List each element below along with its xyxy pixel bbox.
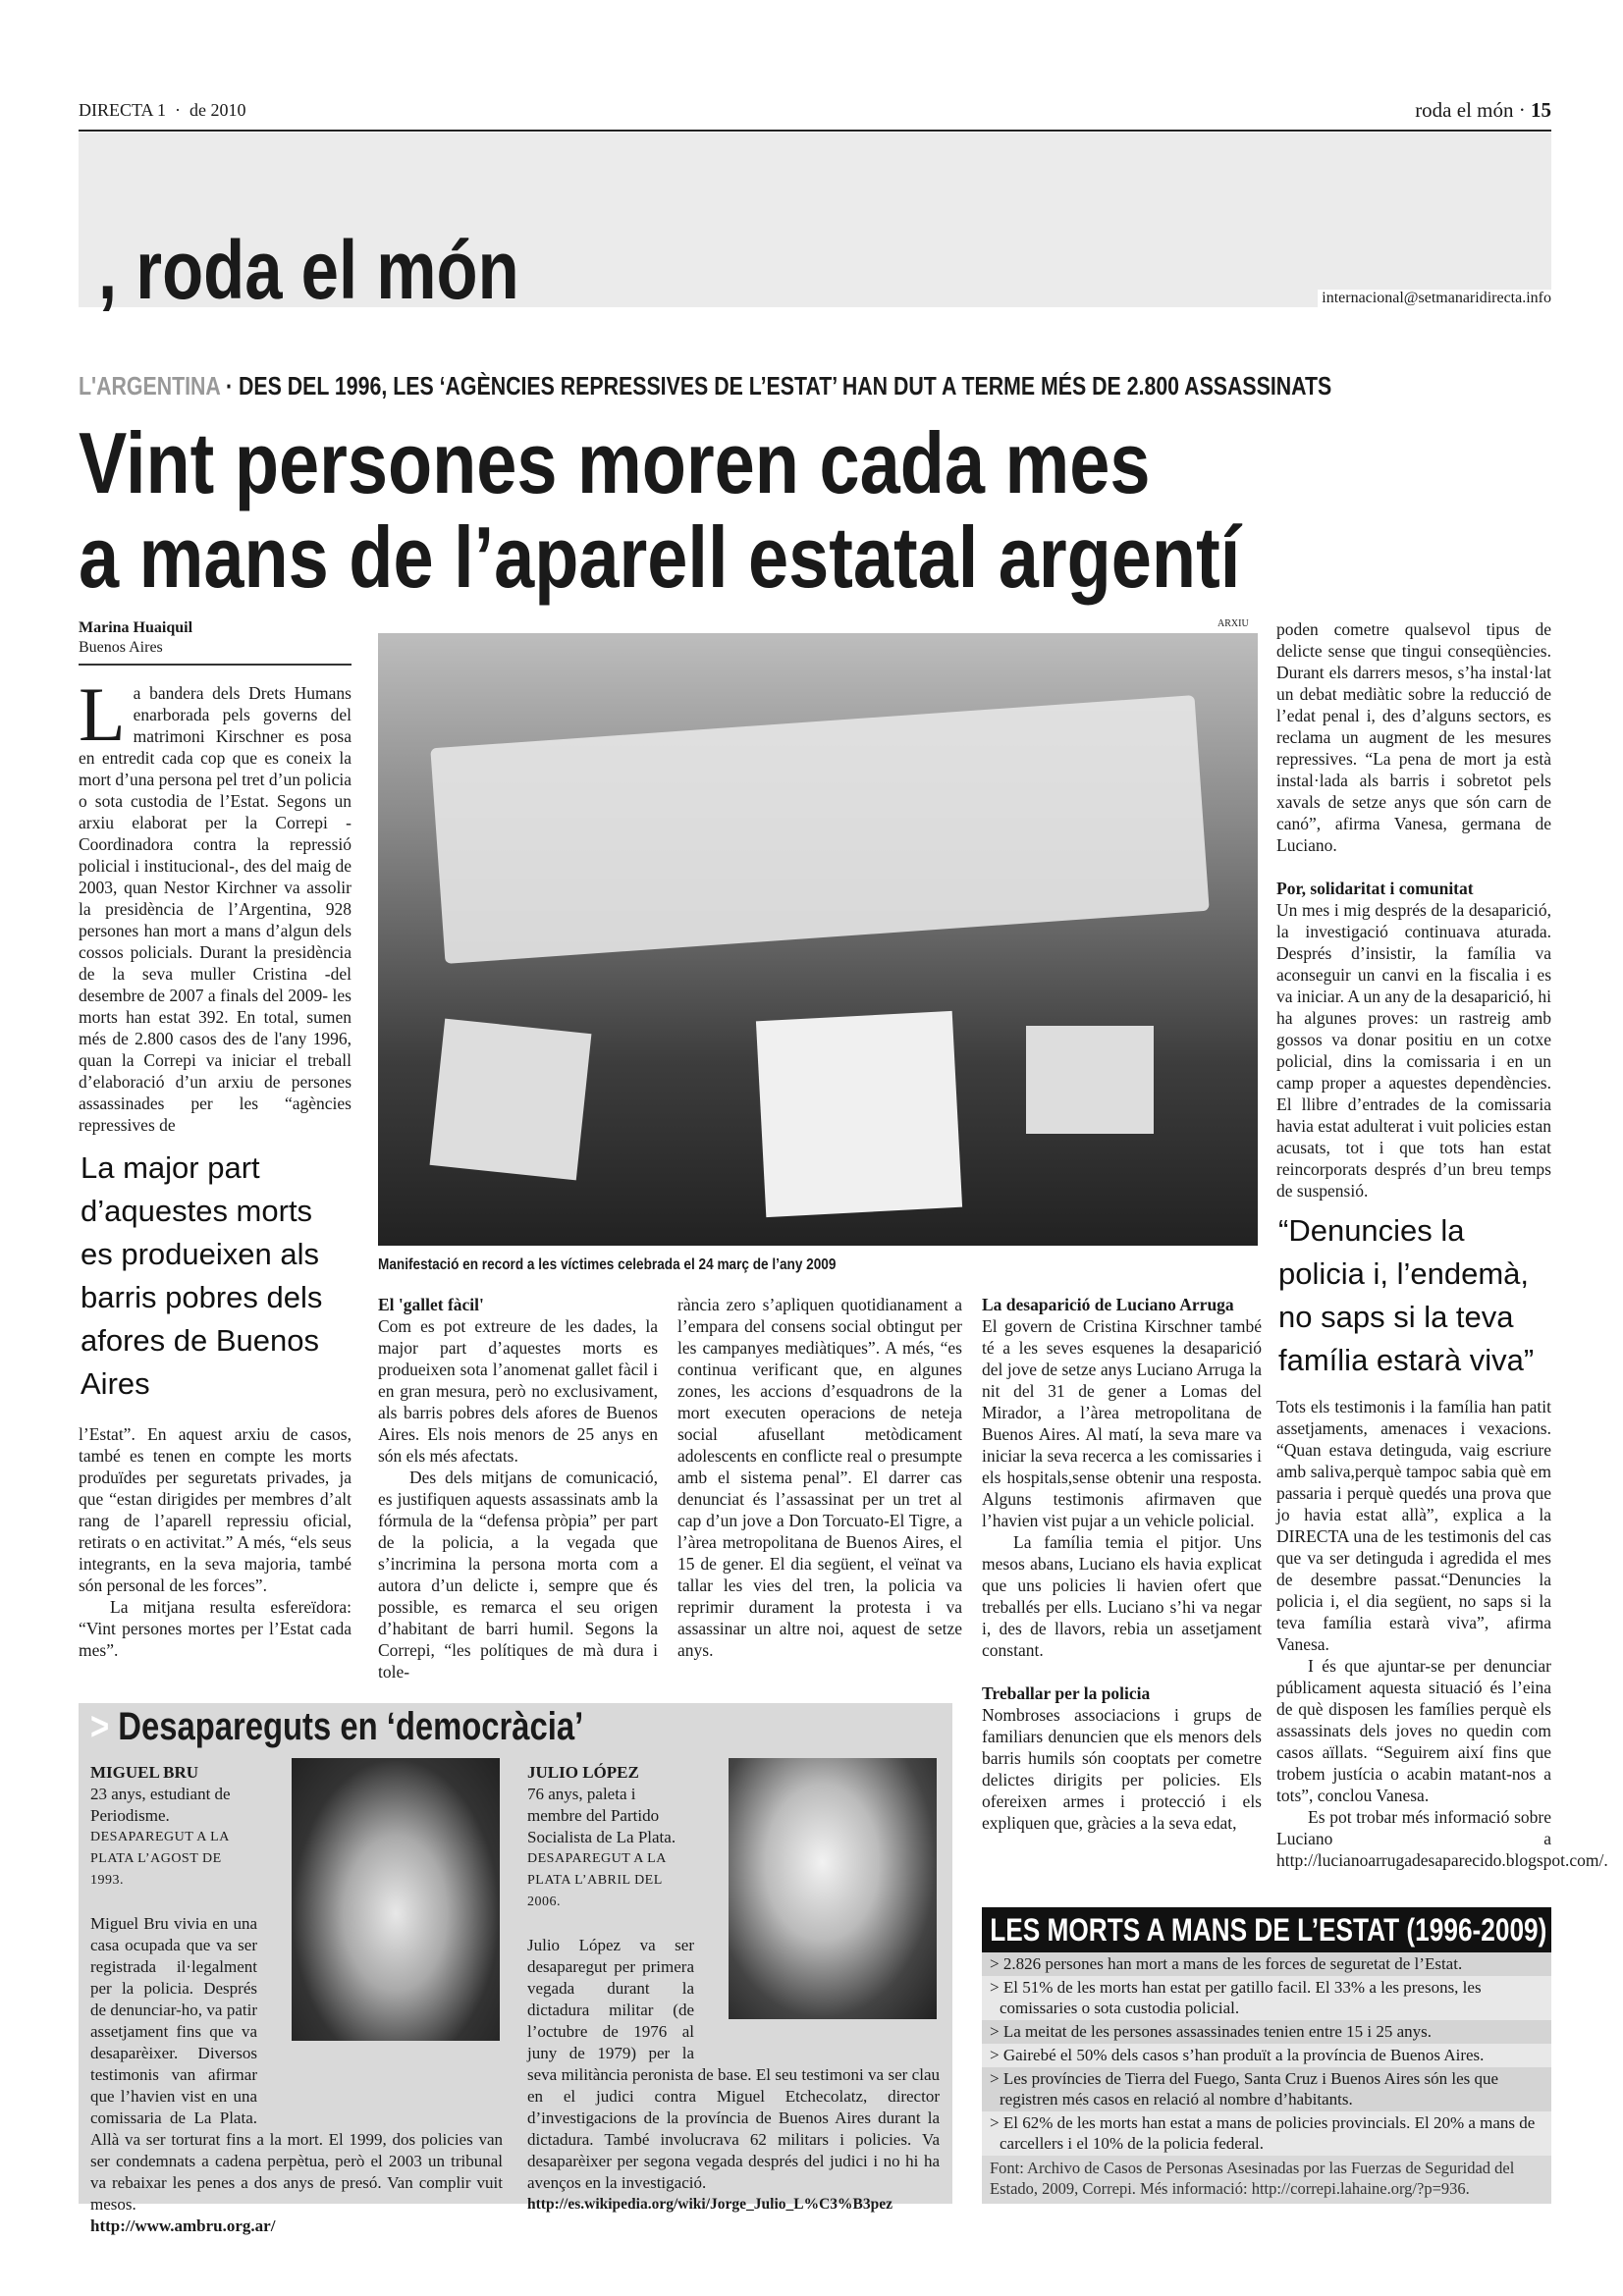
section-email[interactable]: internacional@setmanaridirecta.info — [1318, 290, 1551, 307]
running-header — [79, 98, 1551, 132]
person-miguel-bru — [90, 1762, 503, 2237]
stats-title: LES MORTS A MANS DE L’ESTAT (1996-2009) — [990, 1912, 1547, 1948]
portrait-photo — [292, 1758, 500, 2041]
article-col-1b — [79, 1423, 352, 1661]
person-link[interactable]: http://www.ambru.org.ar/ — [90, 2216, 276, 2235]
paragraph: El govern de Cristina Kirschner també té a les seves esquenes la desaparició del jove de setze anys Luciano Arruga la nit del 31 de gener a Lomas del Mirador, a l’àrea metropolitana de Buenos Aires. Al matí, la seva mare va iniciar la seva recerca a les comissaries i els hospitals,sense obtenir una resposta. Alguns testimonis afirmaven que l’havien vist pujar a un vehicle policial. — [982, 1316, 1262, 1530]
kicker-place: L'ARGENTINA — [79, 371, 221, 400]
paragraph: Des dels mitjans de comunicació, es justifiquen aquests assassinats amb la fórmula de la “defensa pròpia” per part de la policia, a la vegada que s’incrimina la persona morta com a autora d’un delicte i, sempre que és possible, es remarca el seu origen d’habitant de barri humil. Segons la Correpi, “les polítiques de mà dura i tole- — [378, 1468, 658, 1682]
article-col-1 — [79, 671, 352, 1136]
author: Marina Huaiquil — [79, 619, 193, 636]
sign — [756, 1011, 962, 1217]
stat-item: > Gairebé el 50% dels casos s’han produït a la província de Buenos Aires. — [982, 2044, 1551, 2067]
stat-item: > El 51% de les morts han estat per gatillo facil. El 33% a les presons, les comissaries o sota custodia policial. — [982, 1976, 1551, 2020]
person-link[interactable]: http://es.wikipedia.org/wiki/Jorge_Julio_L%C3%B3pez — [527, 2196, 893, 2213]
sign — [1026, 1026, 1154, 1134]
person-name: MIGUEL BRU — [90, 1763, 199, 1782]
article-col-5 — [1276, 618, 1551, 1201]
person-story: Miguel Bru vivia en una casa ocupada que va ser registrada il·legalment per la policia. Després de denunciar-ho, va patir assetjament fins que va desaparèixer. Diversos testimonis van afirmar que l’havien vist en una comissaria de La Plata. Allà va ser torturat fins a la mort. El 1999, dos policies van ser condemnats a cadena perpètua, però el 2003 un tribunal va rebaixar les penes a dos anys de presó. Van complir vuit mesos. — [90, 1914, 503, 2214]
headline-line-1: Vint persones moren cada mes — [79, 414, 1151, 511]
box-title-text: Desapareguts en ‘democràcia’ — [118, 1705, 584, 1748]
paragraph: poden cometre qualsevol tipus de delicte sense que tingui conseqüències. Durant els darrers mesos, s’ha instal·lat un debat mediàtic sobre la reducció de l’edat penal i, des d’alguns sectors, es reclama un augment de les mesures repressives. “La pena de mort ja està instal·lada als barris i sobretot pels xavals de setze anys que són carn de canó”, afirma Vanesa, germana de Luciano. — [1276, 619, 1551, 855]
person-desc: 76 anys, paleta i membre del Partido Socialista de La Plata. — [527, 1785, 676, 1846]
dateline: Buenos Aires — [79, 639, 163, 656]
photo-credit: ARXIU — [1217, 618, 1249, 629]
paragraph: Tots els testimonis i la família han patit assetjaments, amenaces i vexacions. “Quan estava detinguda, vaig escriure amb saliva,perquè tampoc sabia què em passaria i perquè quedés una prova que jo havia estat allà”, explica a la DIRECTA una de les testimonis del cas que va ser detinguda i agredida el mes de desembre passat.“Denuncies la policia i, el dia següent, no saps si la teva família estarà viva”, afirma Vanesa. — [1276, 1397, 1551, 1654]
chevron-icon: > — [90, 1705, 110, 1748]
stat-item: > El 62% de les morts han estat a mans de policies provincials. El 20% a mans de carcellers i el 10% de la policia federal. — [982, 2111, 1551, 2156]
paragraph: l’Estat”. En aquest arxiu de casos, també es tenen en compte les morts produïdes per seguretats privades, ja que “estan dirigides per membres d’alt rang de l’aparell repressiu oficial, retirats o en activitat.” A més, “els seus integrants, en la seva majoria, també són personal de les forces”. — [79, 1424, 352, 1595]
stats-box — [982, 1907, 1551, 2204]
kicker-text: · DES DEL 1996, LES ‘AGÈNCIES REPRESSIVES DE L’ESTAT’ HAN DUT A TERME MÉS DE 2.800 ASSASSINATS — [220, 371, 1332, 400]
headline-line-2: a mans de l’aparell estatal argentí — [79, 508, 1241, 606]
section-name: roda el món — [1415, 98, 1514, 122]
article-col-3 — [677, 1294, 962, 1661]
person-status: DESAPAREGUT A LA PLATA L’ABRIL DEL 2006. — [527, 1851, 667, 1909]
stat-item: > Les províncies de Tierra del Fuego, Santa Cruz i Buenos Aires són les que registren més casos en relació al nombre d’habitants. — [982, 2067, 1551, 2111]
issue-info: DIRECTA 1 · de 2010 — [79, 100, 246, 120]
section-title: , roda el món — [98, 224, 519, 316]
subheading: Por, solidaritat i comunitat — [1276, 879, 1474, 898]
photo-caption: Manifestació en record a les víctimes celebrada el 24 març de l’any 2009 — [378, 1256, 837, 1273]
drop-cap: L — [79, 671, 126, 757]
section-band — [79, 133, 1551, 316]
kicker — [79, 371, 1331, 401]
headline — [79, 416, 1240, 605]
stat-item: > La meitat de les persones assassinades tenien entre 15 i 25 anys. — [982, 2020, 1551, 2044]
sign — [430, 1019, 592, 1181]
article-col-2 — [378, 1294, 658, 1682]
paragraph: La família temia el pitjor. Uns mesos abans, Luciano els havia explicat que uns policies li havien ofert que treballés per ells. Luciano s’hi va negar i, des de llavors, rebia un assetjament constant. — [982, 1532, 1262, 1660]
protest-photo — [378, 633, 1258, 1246]
byline — [79, 618, 352, 666]
person-name: JULIO LÓPEZ — [527, 1763, 639, 1782]
paragraph: a bandera dels Drets Humans enarborada pels governs del matrimoni Kirschner es posa en entredit cada cop que es coneix la mort d’una persona pel tret d’un policia o sota custodia de l’Estat. Segons un arxiu elaborat per la Correpi -Coordinadora contra la repressió policial i institucional-, des del maig de 2003, quan Nestor Kirchner va assolir la presidència de l’Argentina, 928 persones han mort a mans d’algun dels cossos policials. Durant la presidència de la seva muller Cristina -del desembre de 2007 a finals del 2009- les morts han estat 392. En total, sumen més de 2.800 casos des de l'any 1996, quan la Correpi va iniciar el treball d’elaboració d’un arxiu de persones assassinades per les “agències repressives de — [79, 683, 352, 1135]
stats-list — [982, 1952, 1551, 2156]
banner — [430, 695, 1209, 964]
page-num: 15 — [1531, 98, 1551, 122]
stats-header — [982, 1907, 1551, 1952]
paragraph: rància zero s’apliquen quotidianament a l’empara del consens social obtingut per les campanyes mediàtiques”. A més, “es continua verificant que, en algunes zones, les accions d’esquadrons de la mort executen operacions de neteja social afusellant metòdicament adolescents en conflicte real o presumpte amb el sistema penal”. El darrer cas denunciat és l’assassinat per un tret al cap d’un jove a Don Torcuato-El Tigre, a l’àrea metropolitana de Buenos Aires, el 15 de gener. El dia següent, el veïnat va tallar les vies del tren, la policia va reprimir durament la protesta i va assassinar un altre noi, aquest de setze anys. — [677, 1295, 962, 1660]
paragraph: Un mes i mig després de la desaparició, la investigació continuava aturada. Després d’insistir, la família va aconseguir un canvi en la fiscalia i es va iniciar. A un any de la desaparició, hi ha algunes proves: un rastreig amb gossos va donar positiu en un cotxe policial, dins la comissaria i en un camp proper a aquestes dependències. El llibre d’entrades de la comissaria havia estat adulterat i vuit policies estan acusats, tot i que tots han estat reincorporats després d’un breu temps de suspensió. — [1276, 900, 1551, 1201]
subheading: El 'gallet fàcil' — [378, 1295, 484, 1314]
pull-quote-2: “Denuncies la policia i, l’endemà, no saps si la teva família estarà viva” — [1278, 1213, 1535, 1377]
paragraph: Es pot trobar més informació sobre Luciano a http://lucianoarrugadesaparecido.blogspot.com/. — [1276, 1807, 1608, 1870]
disappeared-box — [79, 1703, 952, 2235]
paragraph: Nombroses associacions i grups de familiars denuncien que els menors dels barris humils són cooptats per cometre delictes dirigits per policies. Els ofereixen armes i protecció i els expliquen que, gràcies a la seva edat, — [982, 1705, 1262, 1833]
subheading: La desaparició de Luciano Arruga — [982, 1295, 1234, 1314]
pull-quote-1: La major part d’aquestes morts es produeixen als barris pobres dels afores de Buenos Aires — [81, 1150, 323, 1401]
person-julio-lopez — [527, 1762, 940, 2216]
stat-item: > 2.826 persones han mort a mans de les forces de seguretat de l’Estat. — [982, 1952, 1551, 1976]
article-col-5b — [1276, 1396, 1608, 1871]
article-col-4 — [982, 1294, 1262, 1834]
paragraph: La mitjana resulta esfereïdora: “Vint persones mortes per l’Estat cada mes”. — [79, 1597, 352, 1660]
person-status: DESAPAREGUT A LA PLATA L’AGOST DE 1993. — [90, 1830, 230, 1888]
box-title — [90, 1705, 583, 1749]
paragraph: I és que ajuntar-se per denunciar públicament aquesta situació és l’eina de què disposen les famílies perquè els assassinats dels joves no quedin com casos aïllats. “Seguirem així fins que trobem justícia o acabin matant-nos a tots”, conclou Vanesa. — [1276, 1656, 1551, 1805]
subheading: Treballar per la policia — [982, 1683, 1151, 1703]
person-story: Julio López va ser desaparegut per primera vegada durant la dictadura militar (de l’octubre de 1976 al juny de 1979) per la seva militància peronista de base. El seu testimoni va ser clau en el judici contra Miguel Etchecolatz, director d’investigacions de la província de Buenos Aires durant la dictadura. També involucrava 62 militars i policies. Va desaparèixer per segona vegada després del judici i no hi ha avenços en la investigació. — [527, 1936, 940, 2192]
paragraph: Com es pot extreure de les dades, la major part d’aquestes morts es produeixen sota l’anomenat gallet fàcil i en gran mesura, però no exclusivament, als barris pobres dels afores de Buenos Aires. Els nois menors de 25 anys en són els més afectats. — [378, 1316, 658, 1466]
page-number: roda el món · 15 — [1415, 98, 1551, 122]
stats-source: Font: Archivo de Casos de Personas Asesinadas por las Fuerzas de Seguridad del Estado, 2009, Correpi. Més informació: http://correpi.lahaine.org/?p=936. — [990, 2159, 1515, 2198]
portrait-photo — [729, 1758, 937, 2019]
person-desc: 23 anys, estudiant de Periodisme. — [90, 1785, 231, 1825]
